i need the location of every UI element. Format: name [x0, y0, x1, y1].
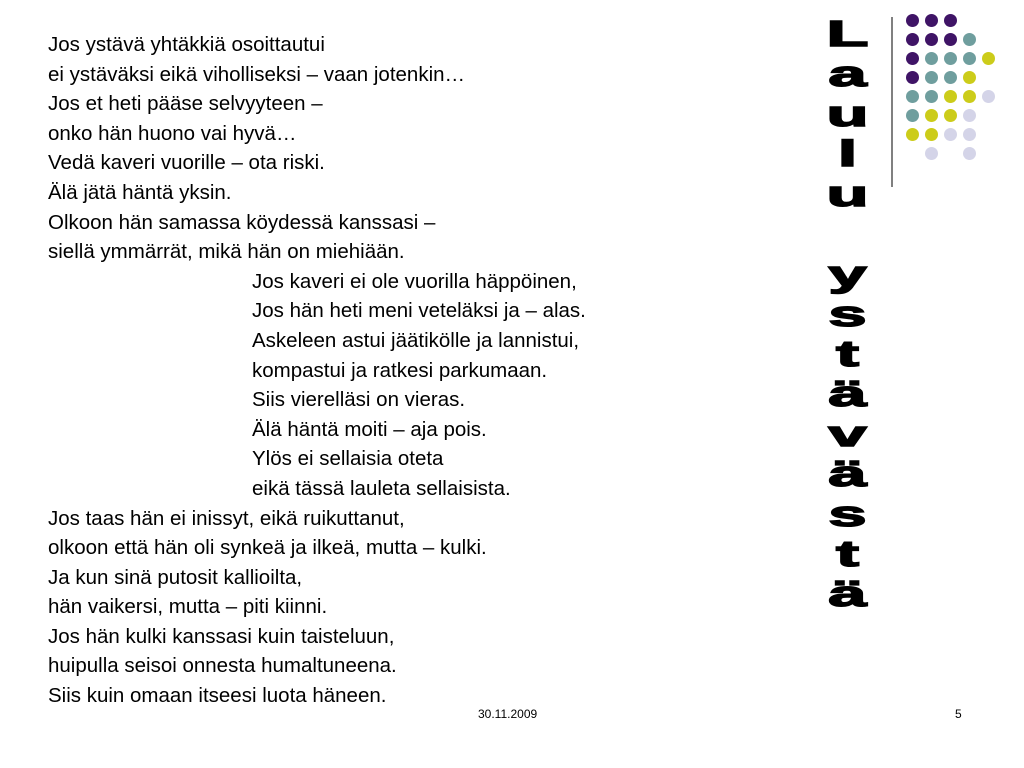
- poem-line: siellä ymmärrät, mikä hän on miehiään.: [48, 240, 405, 264]
- poem-line: Jos kaveri ei ole vuorilla häppöinen,: [252, 269, 577, 293]
- poem-line: Olkoon hän samassa köydessä kanssasi –: [48, 210, 436, 234]
- decorative-dot: [944, 109, 957, 122]
- poem-line: Siis kuin omaan itseesi luota häneen.: [48, 684, 387, 708]
- title-letter: t: [836, 333, 859, 374]
- decorative-dot: [963, 90, 976, 103]
- decorative-dot: [963, 71, 976, 84]
- decorative-dot: [925, 90, 938, 103]
- title-letter: [767, 214, 929, 254]
- title-letter: t: [836, 533, 859, 574]
- poem-line: eikä tässä lauleta sellaisista.: [252, 476, 511, 500]
- decorative-dot: [925, 14, 938, 27]
- decorative-dot: [906, 71, 919, 84]
- decorative-dot: [944, 90, 957, 103]
- poem-line: Siis vierelläsi on vieras.: [252, 388, 466, 412]
- poem-text: [48, 30, 748, 711]
- decorative-dot: [944, 71, 957, 84]
- poem-line: ei ystäväksi eikä viholliseksi – vaan jotenkin…: [48, 62, 466, 86]
- poem-line: Jos et heti pääse selvyyteen –: [48, 92, 323, 116]
- poem-line: Askeleen astui jäätikölle ja lannistui,: [252, 328, 580, 352]
- title-letter: v: [828, 413, 867, 454]
- decorative-dot: [925, 71, 938, 84]
- decorative-dot: [963, 147, 976, 160]
- title-letter: l: [837, 133, 857, 174]
- title-letter: ä: [828, 453, 867, 494]
- decorative-dot: [982, 90, 995, 103]
- decorative-dot: [963, 52, 976, 65]
- footer-page-number: 5: [955, 707, 962, 721]
- poem-line: Jos hän kulki kanssasi kuin taisteluun,: [48, 624, 395, 648]
- poem-line: Vedä kaveri vuorille – ota riski.: [48, 151, 325, 175]
- decorative-dot: [906, 52, 919, 65]
- poem-line: Jos ystävä yhtäkkiä osoittautui: [48, 33, 325, 56]
- decorative-dot: [944, 14, 957, 27]
- decorative-dot: [906, 90, 919, 103]
- decorative-dot: [925, 128, 938, 141]
- decorative-dot: [925, 52, 938, 65]
- decorative-dot: [963, 128, 976, 141]
- decorative-dot: [906, 128, 919, 141]
- title-letter: ä: [828, 373, 867, 414]
- decorative-dot: [925, 109, 938, 122]
- poem-line: Jos taas hän ei inissyt, eikä ruikuttanut,: [48, 506, 405, 530]
- poem-line: olkoon että hän oli synkeä ja ilkeä, mutta – kulki.: [48, 536, 487, 560]
- decorative-dot: [963, 33, 976, 46]
- vertical-title: [805, 14, 890, 754]
- poem-line: Älä häntä moiti – aja pois.: [252, 417, 487, 441]
- decorative-dot: [944, 128, 957, 141]
- decorative-dot: [944, 33, 957, 46]
- title-letter: y: [828, 253, 867, 294]
- title-letter: s: [828, 293, 867, 334]
- title-letter: u: [826, 93, 869, 134]
- decorative-dot-grid: [906, 14, 1006, 164]
- poem-line: Ylös ei sellaisia oteta: [252, 447, 444, 471]
- decorative-dot: [963, 109, 976, 122]
- poem-line: huipulla seisoi onnesta humaltuneena.: [48, 654, 397, 678]
- title-divider-line: [891, 17, 893, 187]
- poem-line: onko hän huono vai hyvä…: [48, 121, 297, 145]
- poem-line: kompastui ja ratkesi parkumaan.: [252, 358, 548, 382]
- decorative-dot: [906, 14, 919, 27]
- title-letter: u: [826, 173, 869, 214]
- decorative-dot: [906, 33, 919, 46]
- decorative-dot: [925, 147, 938, 160]
- poem-line: Jos hän heti meni veteläksi ja – alas.: [252, 299, 586, 323]
- decorative-dot: [906, 109, 919, 122]
- title-letter: s: [828, 493, 867, 534]
- title-letter: a: [828, 53, 867, 94]
- title-letter: L: [826, 13, 869, 54]
- decorative-dot: [925, 33, 938, 46]
- title-letter: ä: [828, 573, 867, 614]
- poem-line: hän vaikersi, mutta – piti kiinni.: [48, 595, 328, 619]
- poem-line: Ja kun sinä putosit kallioilta,: [48, 565, 303, 589]
- poem-line: Älä jätä häntä yksin.: [48, 180, 232, 204]
- decorative-dot: [944, 52, 957, 65]
- footer-date: 30.11.2009: [478, 707, 538, 721]
- decorative-dot: [982, 52, 995, 65]
